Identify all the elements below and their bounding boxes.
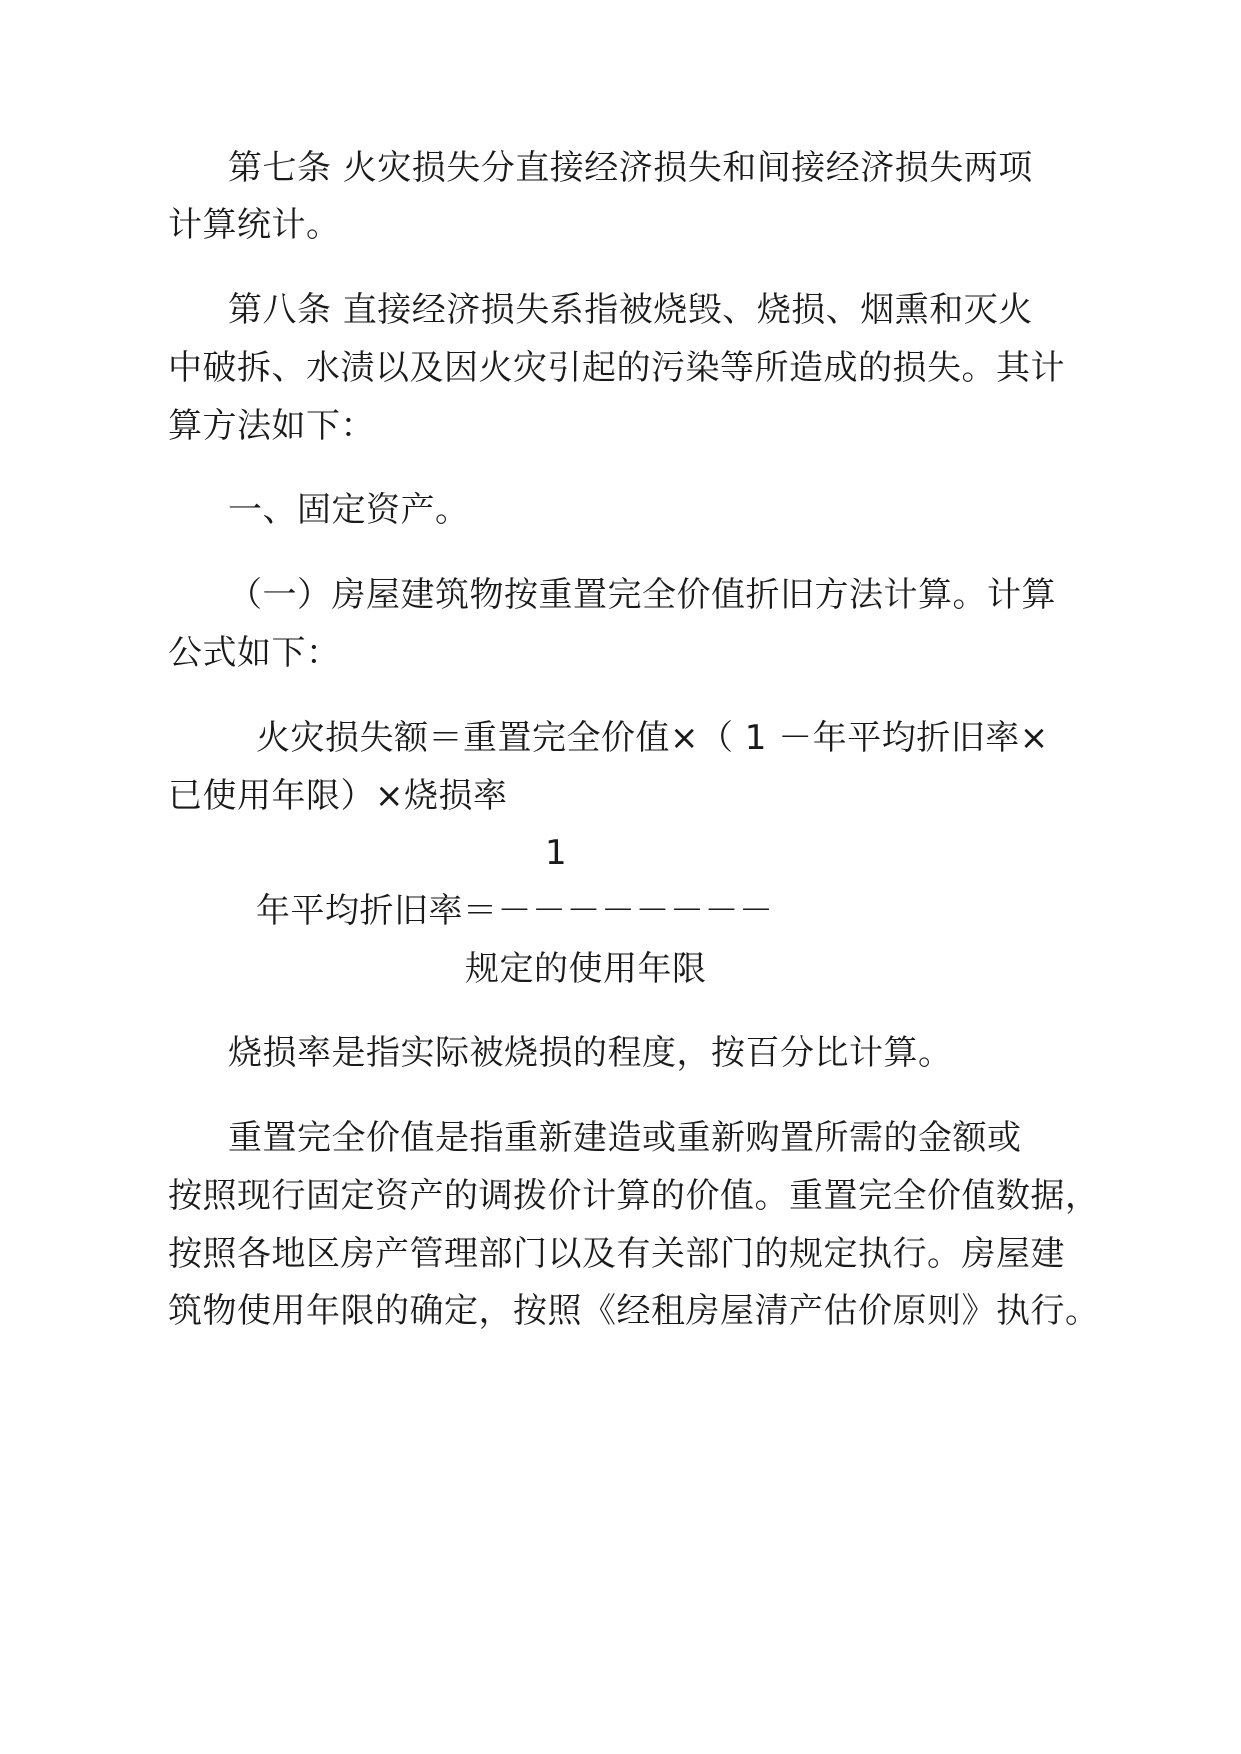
- formula2-numerator: 1: [545, 833, 568, 873]
- subsection1-line1: （一）房屋建筑物按重置完全价值折旧方法计算。计算: [228, 575, 1056, 615]
- replacement-value-line3: 按照各地区房产管理部门以及有关部门的规定执行。房屋建: [168, 1234, 1065, 1274]
- formula1-line1: 火灾损失额＝重置完全价值×（ 1 －年平均折旧率×: [256, 718, 1049, 758]
- formula2-denominator: 规定的使用年限: [465, 949, 707, 989]
- replacement-value-line4: 筑物使用年限的确定，按照《经租房屋清产估价原则》执行。: [168, 1291, 1100, 1331]
- article8-line2: 中破拆、水渍以及因火灾引起的污染等所造成的损失。其计: [168, 348, 1065, 388]
- replacement-value-line2: 按照现行固定资产的调拨价计算的价值。重置完全价值数据，: [168, 1176, 1100, 1216]
- article8-line1: 第八条 直接经济损失系指被烧毁、烧损、烟熏和灭火: [228, 290, 1033, 330]
- subsection1-line2: 公式如下：: [168, 633, 341, 673]
- replacement-value-line1: 重置完全价值是指重新建造或重新购置所需的金额或: [228, 1118, 1022, 1158]
- formula2-lhs: 年平均折旧率＝－－－－－－－－: [256, 891, 774, 931]
- section1-heading: 一、固定资产。: [228, 490, 470, 530]
- article8-line3: 算方法如下：: [168, 406, 375, 446]
- article7-line1: 第七条 火灾损失分直接经济损失和间接经济损失两项: [228, 148, 1033, 188]
- article7-line2: 计算统计。: [168, 205, 341, 245]
- formula1-line2: 已使用年限）×烧损率: [168, 776, 508, 816]
- burn-rate-line1: 烧损率是指实际被烧损的程度，按百分比计算。: [228, 1033, 953, 1073]
